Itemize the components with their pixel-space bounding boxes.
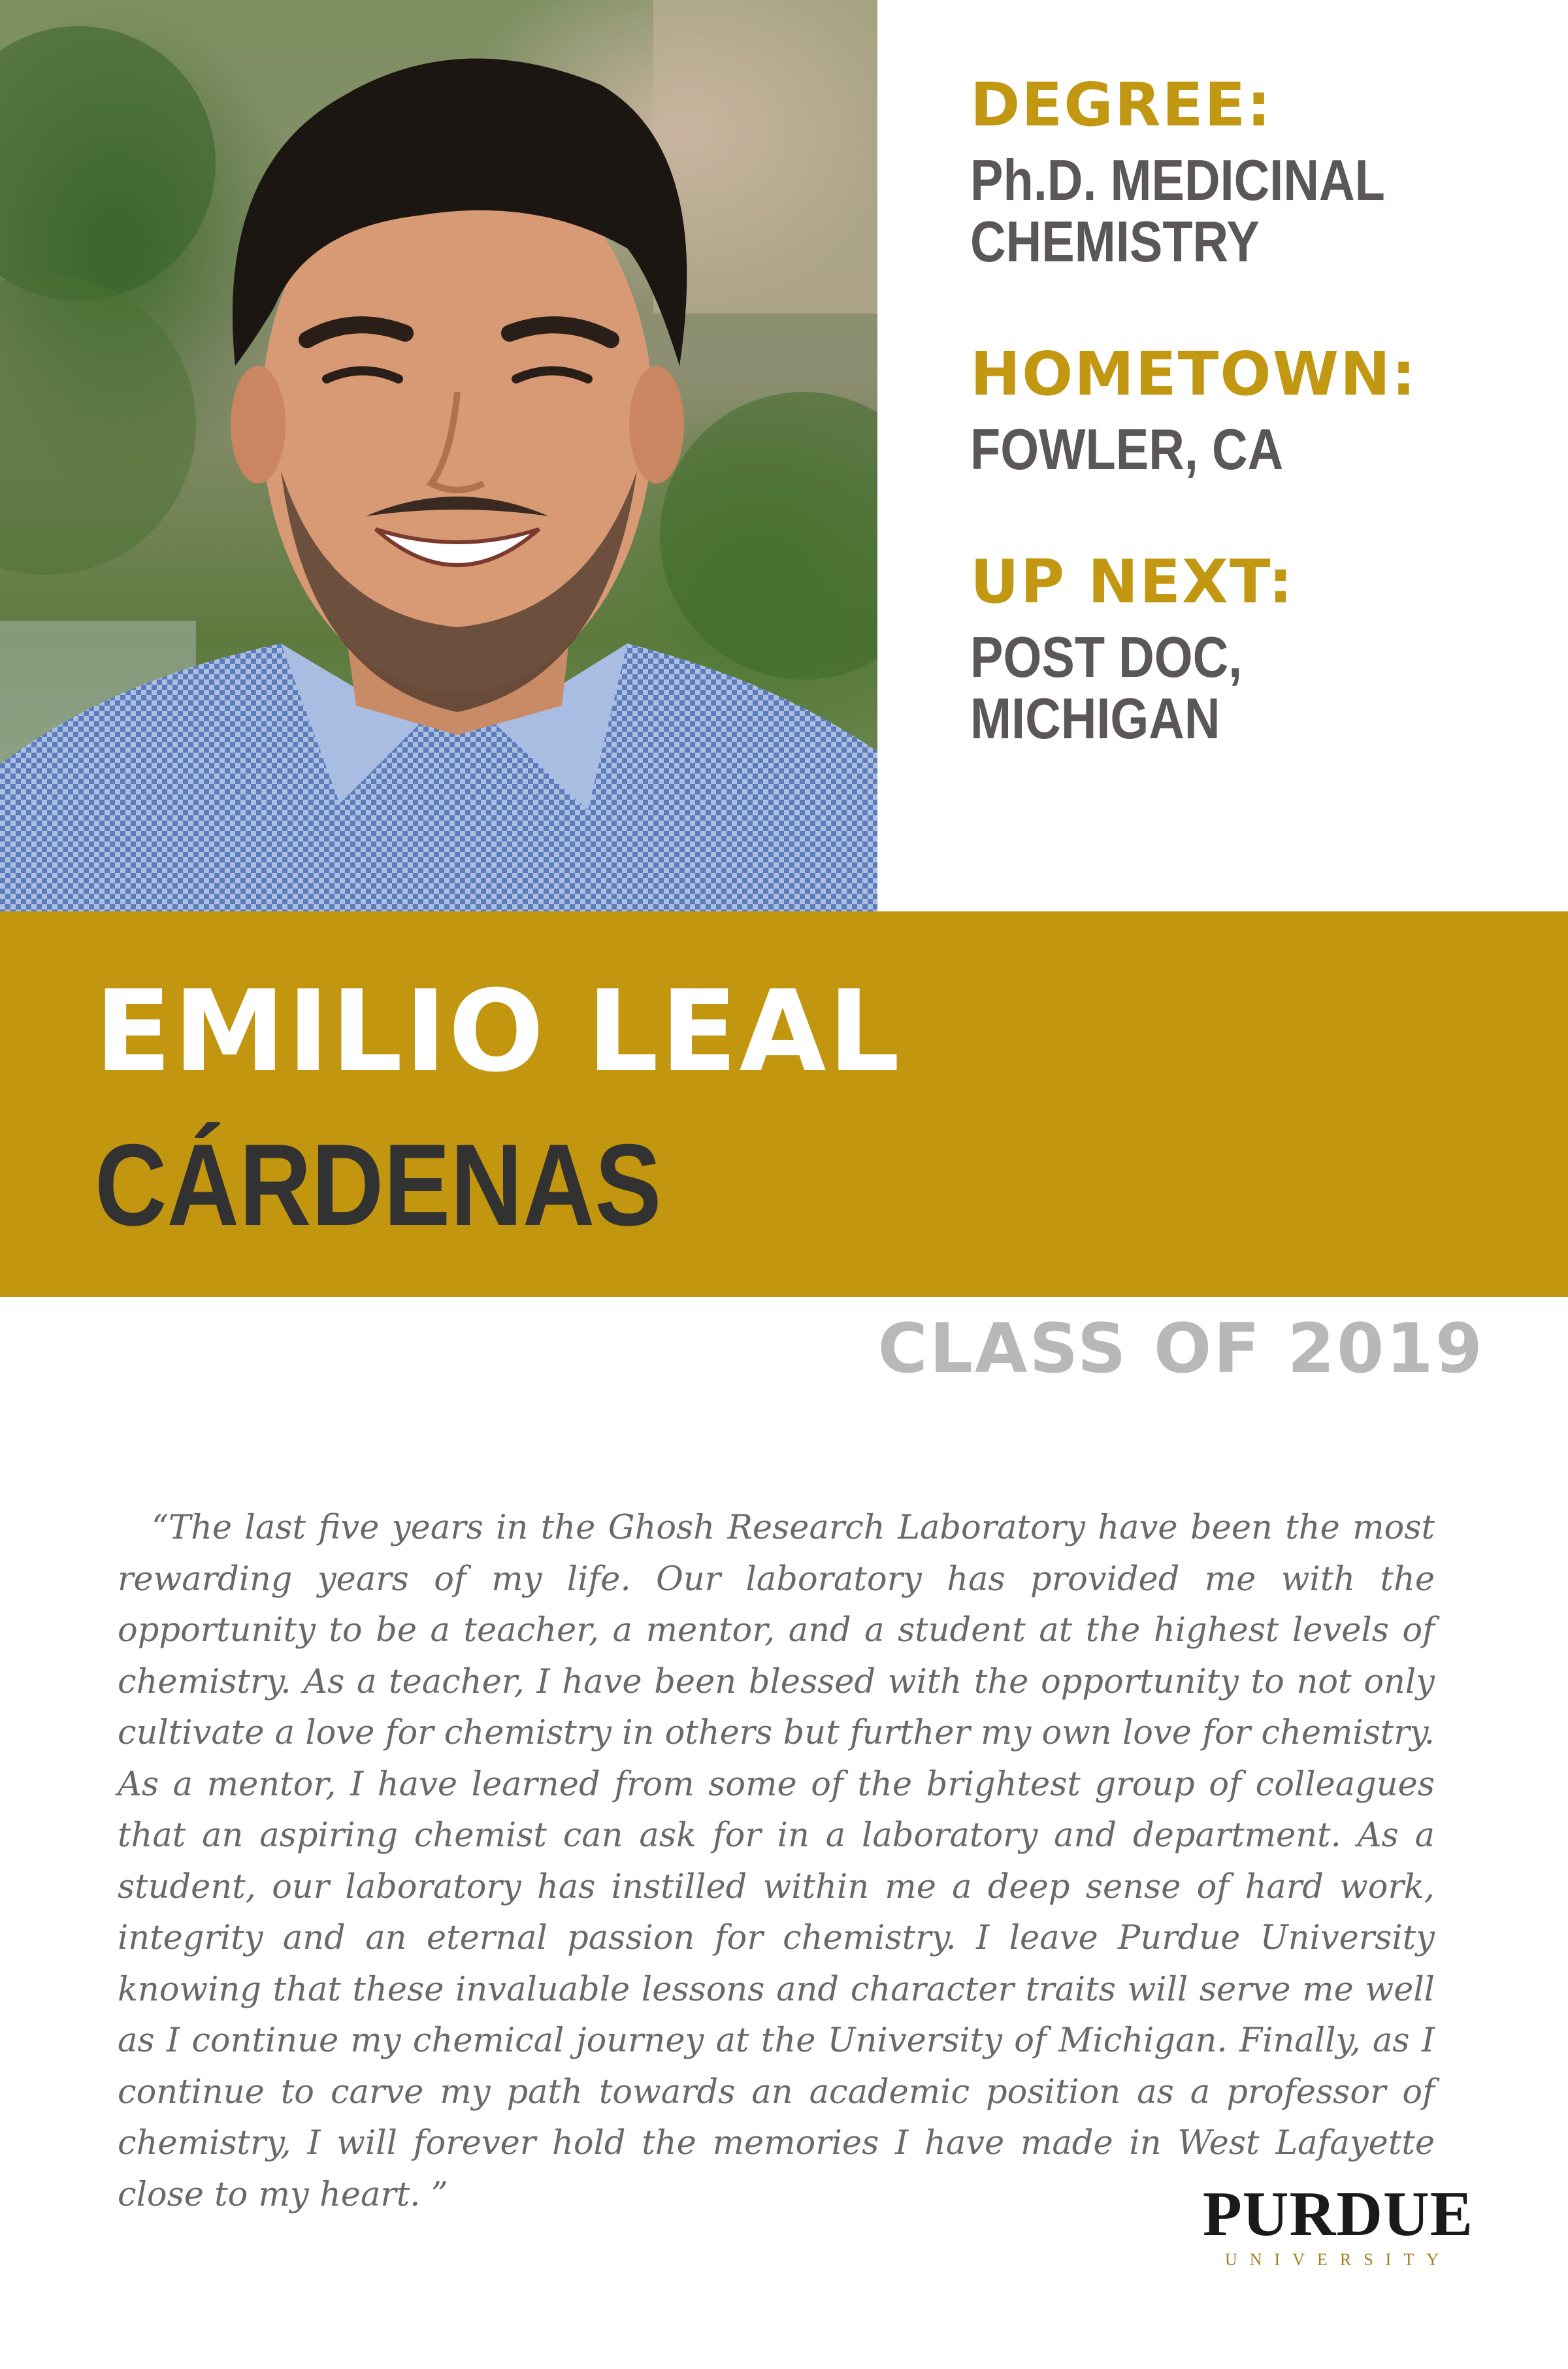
degree-block (970, 70, 1545, 274)
name-band (0, 911, 1568, 1297)
hometown-label: HOMETOWN: (970, 339, 1417, 409)
up-next-value-line-1: POST DOC, (970, 625, 1243, 689)
degree-value-line-1: Ph.D. MEDICINAL (970, 148, 1385, 212)
logo-wordmark: PURDUE (1202, 2179, 1474, 2249)
up-next-block (970, 547, 1545, 751)
last-name: CÁRDENAS (95, 1120, 662, 1250)
first-name: EMILIO LEAL (95, 966, 902, 1097)
facts-panel (970, 70, 1545, 751)
portrait-icon (0, 0, 877, 911)
hometown-value: FOWLER, CA (970, 417, 1284, 482)
portrait-photo (0, 0, 877, 911)
logo-subtitle: UNIVERSITY (1225, 2250, 1451, 2269)
quote-text: “The last five years in the Ghosh Research Laboratory have been the most rewarding years of my life. Our laboratory has provided me with the opportunity to be a teacher, a mentor, and a student at the highest levels of chemistry. As a teacher, I have been blessed with the opportunity to not only cultivate a love for chemistry in others but further my own love for chemistry. As a mentor, I have learned from some of the brightest group of colleagues that an aspiring chemist can ask for in a laboratory and department. As a student, our laboratory has instilled within me a deep sense of hard work, integrity and an eternal passion for chemistry. I leave Purdue University knowing that these invaluable lessons and character traits will serve me well as I continue my chemical journey at the University of Michigan. Finally, as I continue to carve my path towards an academic position as a professor of chemistry, I will forever hold the memories I have made in West Lafayette close to my heart. ” (118, 1509, 1435, 2214)
degree-value-line-2: CHEMISTRY (970, 209, 1260, 274)
up-next-value-line-2: MICHIGAN (970, 686, 1220, 751)
purdue-logo (1201, 2179, 1475, 2269)
degree-label: DEGREE: (970, 70, 1273, 140)
up-next-label: UP NEXT: (970, 547, 1294, 617)
hometown-block (970, 339, 1545, 482)
class-year: CLASS OF 2019 (877, 1309, 1484, 1388)
